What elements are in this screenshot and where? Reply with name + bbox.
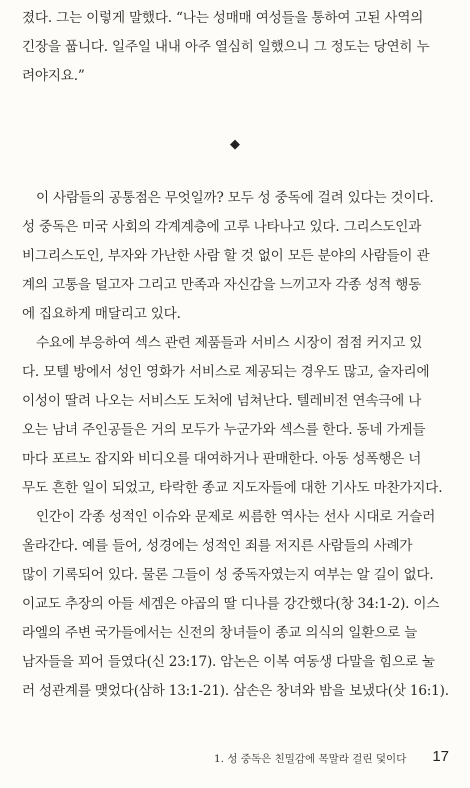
text-line: 라엘의 주변 국가들에서는 신전의 창녀들이 종교 의식의 일환으로 늘: [22, 625, 418, 641]
page-number: 17: [432, 748, 449, 765]
text-line: 다. 모텔 방에서 성인 영화가 서비스로 제공되는 경우도 많고, 술자리에: [22, 364, 430, 380]
text-line: 올라간다. 예를 들어, 성경에는 성적인 죄를 저지른 사람들의 사례가: [22, 538, 413, 554]
text-line: 긴장을 풉니다. 일주일 내내 아주 열심히 일했으니 그 정도는 당연히 누: [22, 39, 430, 55]
text-line: 계의 고통을 덜고자 그리고 만족과 자신감을 느끼고자 각종 성적 행동: [22, 277, 422, 293]
text-line: 많이 기록되어 있다. 물론 그들이 성 중독자였는지 여부는 알 길이 없다.: [22, 567, 434, 583]
text-line: 인간이 각종 성적인 이슈와 문제로 씨름한 역사는 선사 시대로 거슬러: [36, 509, 436, 525]
section-divider-diamond: ◆: [230, 137, 240, 152]
text-line: 성 중독은 미국 사회의 각계계층에 고루 나타나고 있다. 그리스도인과: [22, 219, 422, 235]
text-line: 오는 남녀 주인공들은 거의 모두가 누군가와 섹스를 한다. 동네 가게들: [22, 422, 426, 438]
text-line: 이성이 딸려 나오는 서비스도 도처에 넘쳐난다. 텔레비전 연속극에 나: [22, 393, 422, 409]
text-line: 무도 흔한 일이 되었고, 타락한 종교 지도자들에 대한 기사도 마찬가지다.: [22, 480, 443, 496]
text-line: 려야지요.”: [22, 68, 85, 84]
text-line: 비그리스도인, 부자와 가난한 사람 할 것 없이 모든 분야의 사람들이 관: [22, 248, 430, 264]
text-line: 이교도 추장의 아들 세겜은 야곱의 딸 디나를 강간했다(창 34:1-2). 이스: [22, 596, 440, 612]
text-line: 이 사람들의 공통점은 무엇일까? 모두 성 중독에 걸려 있다는 것이다.: [36, 190, 434, 206]
text-line: 에 집요하게 매달리고 있다.: [22, 306, 181, 322]
running-footer-title: 1. 성 중독은 친밀감에 목말라 걸린 덫이다: [214, 753, 407, 765]
text-line: 러 성관계를 맺었다(삼하 13:1-21). 삼손은 창녀와 밤을 보냈다(삿 16:1).: [22, 683, 449, 699]
text-line: 졌다. 그는 이렇게 말했다. “나는 성매매 여성들을 통하여 고된 사역의: [22, 10, 424, 26]
text-line: 마다 포르노 잡지와 비디오를 대여하거나 판매한다. 아동 성폭행은 너: [22, 451, 422, 467]
text-line: 수요에 부응하여 섹스 관련 제품들과 서비스 시장이 점점 커지고 있: [36, 335, 423, 351]
text-line: 남자들을 꾀어 들였다(신 23:17). 암논은 이복 여동생 다말을 힘으로 눌: [22, 654, 435, 670]
